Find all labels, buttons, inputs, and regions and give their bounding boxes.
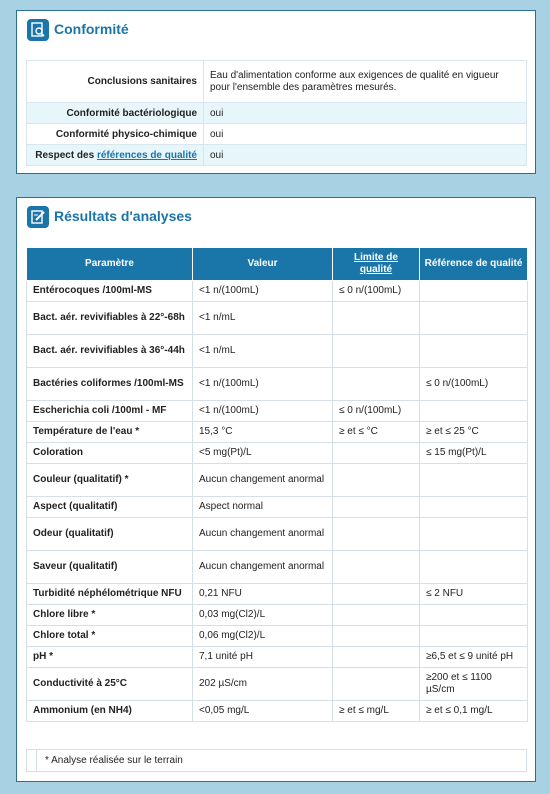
cell-limite	[333, 668, 420, 701]
table-row	[27, 701, 528, 722]
cell-param: Coloration	[27, 443, 193, 464]
table-row	[27, 335, 528, 368]
footnote-text: * Analyse réalisée sur le terrain	[45, 755, 183, 766]
cell-param: Couleur (qualitatif) *	[27, 464, 193, 497]
cell-reference	[420, 605, 528, 626]
cell-valeur: <1 n/mL	[193, 302, 333, 335]
cell-valeur: <1 n/(100mL)	[193, 401, 333, 422]
table-row	[27, 422, 528, 443]
cell-valeur: 202 µS/cm	[193, 668, 333, 701]
cell-param: Saveur (qualitatif)	[27, 551, 193, 584]
table-row	[27, 647, 528, 668]
cell-param: Escherichia coli /100ml - MF	[27, 401, 193, 422]
cell-reference	[420, 302, 528, 335]
cell-reference: ≥ et ≤ 25 °C	[420, 422, 528, 443]
table-row	[27, 368, 528, 401]
cell-param: Température de l'eau *	[27, 422, 193, 443]
resultats-title: Résultats d'analyses	[54, 208, 192, 224]
conformite-panel	[16, 10, 536, 174]
table-row	[27, 668, 528, 701]
table-row	[27, 61, 527, 103]
cell-reference: ≤ 2 NFU	[420, 584, 528, 605]
cell-limite	[333, 518, 420, 551]
table-row	[27, 302, 528, 335]
cell-param: Odeur (qualitatif)	[27, 518, 193, 551]
cell-valeur: 15,3 °C	[193, 422, 333, 443]
cell-valeur: Aspect normal	[193, 497, 333, 518]
cell-param: Chlore libre *	[27, 605, 193, 626]
table-row	[27, 497, 528, 518]
cell-limite: ≤ 0 n/(100mL)	[333, 401, 420, 422]
table-row	[27, 401, 528, 422]
cell-param: Entérocoques /100ml-MS	[27, 281, 193, 302]
cell-limite	[333, 605, 420, 626]
table-row	[27, 551, 528, 584]
cell-valeur: <1 n/(100mL)	[193, 281, 333, 302]
header-valeur: Valeur	[193, 248, 333, 281]
table-row	[27, 103, 527, 124]
cell-valeur: 0,03 mg(Cl2)/L	[193, 605, 333, 626]
cell-limite	[333, 551, 420, 584]
cell-valeur: Aucun changement anormal	[193, 551, 333, 584]
cell-valeur: <0,05 mg/L	[193, 701, 333, 722]
cell-limite	[333, 584, 420, 605]
conformite-table	[26, 60, 527, 166]
cell-param: Aspect (qualitatif)	[27, 497, 193, 518]
cell-valeur: <1 n/mL	[193, 335, 333, 368]
conclusions-value: Eau d'alimentation conforme aux exigences de qualité en vigueur pour l'ensemble des paramètres mesurés.	[204, 61, 527, 103]
cell-limite	[333, 443, 420, 464]
references-qualite-link[interactable]: références de qualité	[96, 149, 197, 161]
magnifier-document-icon	[27, 19, 49, 41]
cell-reference	[420, 281, 528, 302]
edit-document-icon	[27, 206, 49, 228]
respect-label	[27, 145, 204, 166]
cell-valeur: 0,21 NFU	[193, 584, 333, 605]
cell-reference	[420, 401, 528, 422]
cell-reference	[420, 335, 528, 368]
respect-label-prefix: Respect des	[35, 149, 97, 161]
conformite-header	[17, 11, 535, 51]
cell-limite: ≥ et ≤ mg/L	[333, 701, 420, 722]
cell-param: Conductivité à 25°C	[27, 668, 193, 701]
cell-limite	[333, 335, 420, 368]
cell-param: Chlore total *	[27, 626, 193, 647]
cell-limite	[333, 647, 420, 668]
conclusions-label: Conclusions sanitaires	[27, 61, 204, 103]
cell-reference	[420, 464, 528, 497]
bacterio-label: Conformité bactériologique	[27, 103, 204, 124]
cell-reference	[420, 518, 528, 551]
cell-limite	[333, 464, 420, 497]
respect-value: oui	[204, 145, 527, 166]
cell-param: pH *	[27, 647, 193, 668]
cell-reference	[420, 551, 528, 584]
table-row	[27, 145, 527, 166]
resultats-panel	[16, 197, 536, 782]
cell-reference: ≥ et ≤ 0,1 mg/L	[420, 701, 528, 722]
conformite-title: Conformité	[54, 21, 129, 37]
table-row	[27, 443, 528, 464]
cell-param: Bactéries coliformes /100ml-MS	[27, 368, 193, 401]
table-row	[27, 518, 528, 551]
cell-valeur: Aucun changement anormal	[193, 518, 333, 551]
physico-label: Conformité physico-chimique	[27, 124, 204, 145]
table-header-row	[27, 248, 528, 281]
cell-param: Bact. aér. revivifiables à 36°-44h	[27, 335, 193, 368]
footnote-box	[26, 749, 527, 772]
cell-limite	[333, 626, 420, 647]
cell-valeur: 7,1 unité pH	[193, 647, 333, 668]
cell-reference: ≤ 15 mg(Pt)/L	[420, 443, 528, 464]
cell-reference: ≥200 et ≤ 1100 µS/cm	[420, 668, 528, 701]
limite-qualite-link[interactable]: Limite de qualité	[354, 252, 398, 275]
cell-reference: ≤ 0 n/(100mL)	[420, 368, 528, 401]
cell-param: Turbidité néphélométrique NFU	[27, 584, 193, 605]
resultats-table	[26, 247, 528, 722]
cell-limite	[333, 302, 420, 335]
cell-limite	[333, 497, 420, 518]
cell-valeur: <5 mg(Pt)/L	[193, 443, 333, 464]
cell-param: Bact. aér. revivifiables à 22°-68h	[27, 302, 193, 335]
cell-valeur: 0,06 mg(Cl2)/L	[193, 626, 333, 647]
header-parametre: Paramètre	[27, 248, 193, 281]
cell-limite: ≥ et ≤ °C	[333, 422, 420, 443]
table-row	[27, 605, 528, 626]
resultats-body	[27, 281, 528, 722]
table-row	[27, 124, 527, 145]
table-row	[27, 584, 528, 605]
footnote-gutter	[27, 750, 37, 771]
cell-reference	[420, 626, 528, 647]
header-reference: Référence de qualité	[420, 248, 528, 281]
bacterio-value: oui	[204, 103, 527, 124]
header-limite[interactable]	[333, 248, 420, 281]
table-row	[27, 281, 528, 302]
cell-reference	[420, 497, 528, 518]
resultats-header	[17, 198, 535, 238]
cell-valeur: Aucun changement anormal	[193, 464, 333, 497]
cell-param: Ammonium (en NH4)	[27, 701, 193, 722]
cell-limite	[333, 368, 420, 401]
table-row	[27, 626, 528, 647]
cell-limite: ≤ 0 n/(100mL)	[333, 281, 420, 302]
cell-valeur: <1 n/(100mL)	[193, 368, 333, 401]
cell-reference: ≥6,5 et ≤ 9 unité pH	[420, 647, 528, 668]
table-row	[27, 464, 528, 497]
physico-value: oui	[204, 124, 527, 145]
